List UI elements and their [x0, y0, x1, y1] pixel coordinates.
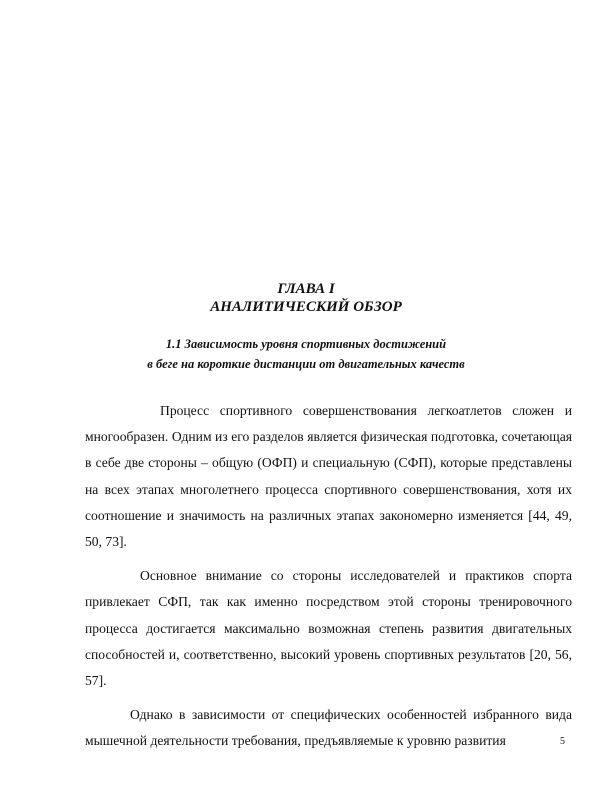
body-text: [85, 398, 572, 755]
chapter-title: АНАЛИТИЧЕСКИЙ ОБЗОР: [210, 299, 402, 315]
section-title-line-2: в беге на короткие дистанции от двигательных качеств: [147, 357, 465, 371]
paragraph: Однако в зависимости от специфических особенностей избранного вида мышечной деятельности требования, предъявляемые к уровню развития: [85, 707, 572, 749]
chapter-number: ГЛАВА I: [277, 281, 335, 297]
section-title-line-1: 1.1 Зависимость уровня спортивных достижений: [165, 337, 447, 351]
paragraph: Основное внимание со стороны исследователей и практиков спорта привлекает СФП, так как именно посредством этой стороны тренировочного процесса достигается максимально возможная степень развития двигательных способностей и, соответственно, высокий уровень спортивных результатов [20, 56, 57].: [85, 568, 572, 689]
page-number: 5: [560, 736, 565, 747]
paragraph: Процесс спортивного совершенствования легкоатлетов сложен и многообразен. Одним из его разделов является физическая подготовка, сочетающая в себе две стороны – общую (ОФП) и специальную (СФП), которые представлены на всех этапах многолетнего процесса спортивного совершенствования, хотя их соотношение и значимость на различных этапах закономерно изменяется [44, 49, 50, 73].: [85, 403, 572, 550]
